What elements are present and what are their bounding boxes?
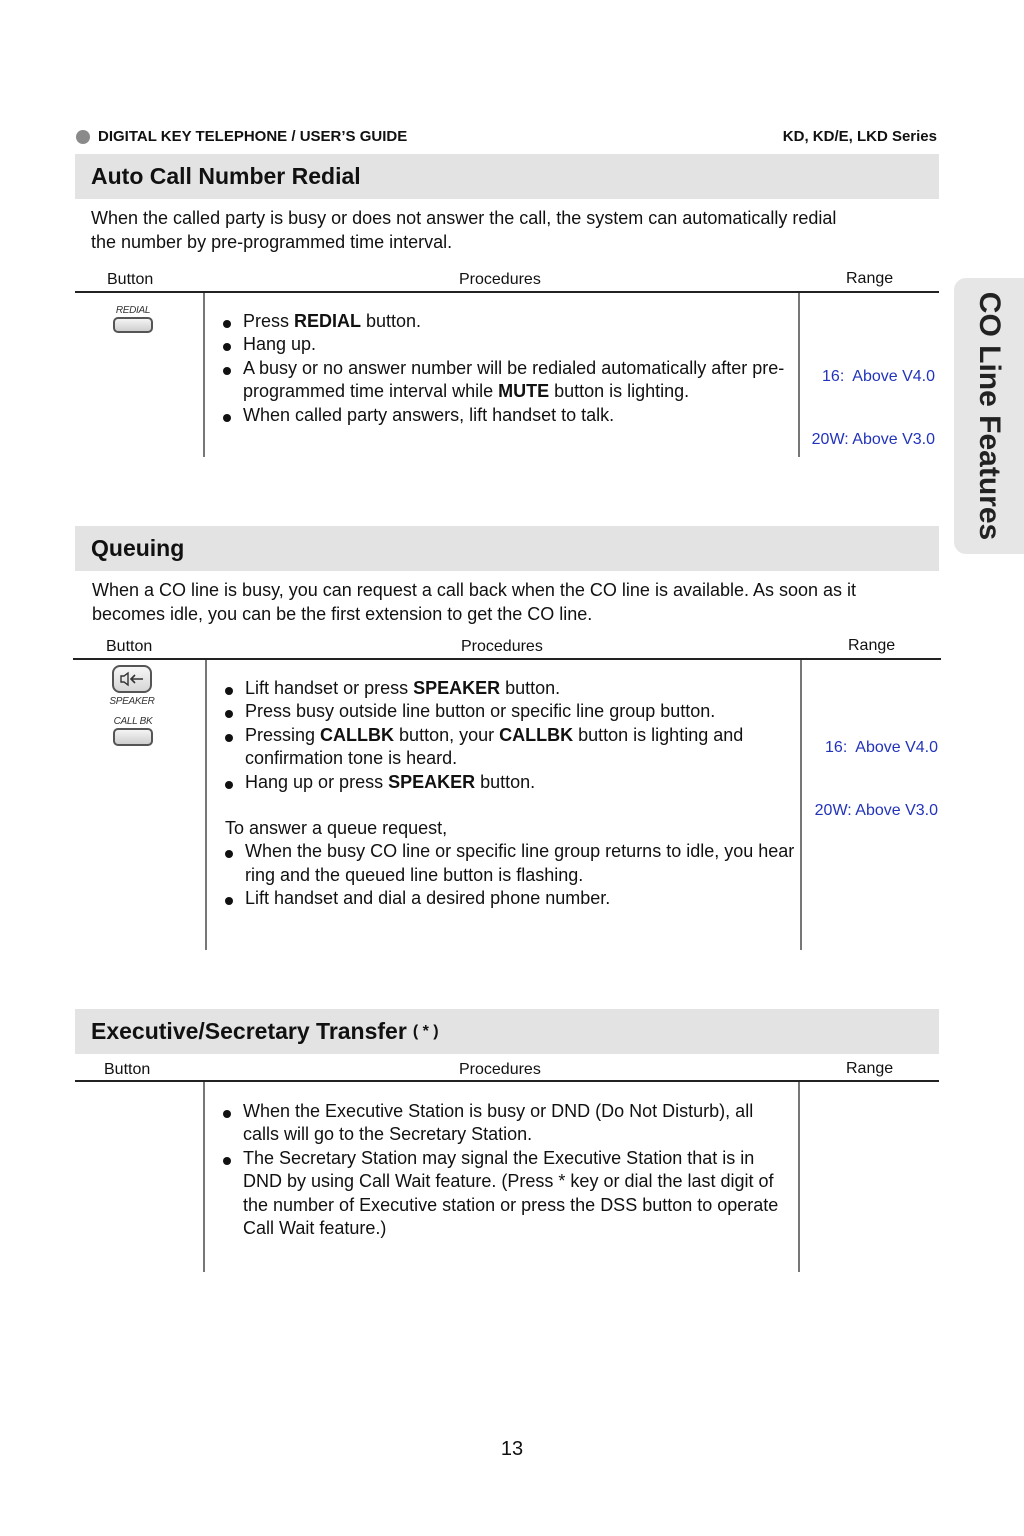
table-header-rule <box>73 658 941 660</box>
speaker-symbol-icon <box>119 671 145 687</box>
column-divider <box>798 1082 800 1272</box>
procedure-step: Hang up. <box>223 333 793 356</box>
redial-button[interactable] <box>103 305 163 333</box>
callbk-button[interactable] <box>103 716 163 746</box>
section-title: Executive/Secretary Transfer <box>91 1018 407 1044</box>
section-title-suffix: ( * ) <box>412 1022 439 1040</box>
procedure-list <box>225 677 795 911</box>
chapter-tab <box>954 278 1024 554</box>
column-header-procedures: Procedures <box>459 271 541 288</box>
queue-answer-heading: To answer a queue request, <box>225 818 448 839</box>
range-info <box>815 695 938 842</box>
queue-answer-steps <box>225 840 795 910</box>
speaker-button[interactable] <box>102 665 162 708</box>
procedure-step: Press REDIAL button. <box>223 310 793 333</box>
range-line: 16: Above V4.0 <box>825 739 938 756</box>
redial-key-icon <box>113 317 153 333</box>
range-line: 16: Above V4.0 <box>822 368 935 385</box>
column-header-range: Range <box>848 637 896 654</box>
procedure-steps <box>225 677 795 794</box>
section-intro <box>91 206 931 254</box>
callbk-key-icon <box>113 728 153 746</box>
column-header-range: Range <box>846 1060 894 1077</box>
column-divider <box>203 1082 205 1272</box>
section-title: Auto Call Number Redial <box>91 163 361 189</box>
procedure-step: The Secretary Station may signal the Executive Station that is in DND by using Call Wait feature. (Press * key or dial the last digit of the number of Executive station or press the DSS button to operate Call Wait feature.) <box>223 1147 783 1241</box>
intro-line: becomes idle, you can be the first extension to get the CO line. <box>92 604 593 624</box>
procedure-list <box>223 310 793 427</box>
procedure-step: Lift handset and dial a desired phone number. <box>225 887 795 910</box>
column-header-button: Button <box>104 1061 151 1078</box>
intro-line: the number by pre-programmed time interval. <box>91 232 453 252</box>
range-info <box>812 324 935 471</box>
redial-button-label: REDIAL <box>115 305 151 316</box>
procedure-list <box>223 1100 783 1240</box>
procedure-step: Pressing CALLBK button, your CALLBK button is lighting and confirmation tone is heard. <box>225 724 795 771</box>
section-title-bar <box>75 526 939 571</box>
section-title: Queuing <box>91 535 185 561</box>
guide-header <box>76 128 407 145</box>
range-line: 20W: Above V3.0 <box>814 802 938 819</box>
procedure-step: When the busy CO line or specific line group returns to idle, you hear ring and the queued line button is flashing. <box>225 840 795 887</box>
range-line: 20W: Above V3.0 <box>811 431 935 448</box>
procedure-step: A busy or no answer number will be redialed automatically after pre-programmed time interval while MUTE button is lighting. <box>223 357 793 404</box>
column-header-button: Button <box>107 271 154 288</box>
callbk-button-label: CALL BK <box>113 716 153 727</box>
procedure-step: Hang up or press SPEAKER button. <box>225 771 795 794</box>
column-divider <box>798 293 800 457</box>
procedure-step: Lift handset or press SPEAKER button. <box>225 677 795 700</box>
column-divider <box>203 293 205 457</box>
intro-line: When a CO line is busy, you can request a call back when the CO line is available. As soon as it <box>92 580 857 600</box>
speaker-key-icon <box>112 665 152 693</box>
procedure-step: When called party answers, lift handset to talk. <box>223 404 793 427</box>
column-divider <box>800 660 802 950</box>
column-header-range: Range <box>846 270 894 287</box>
column-header-procedures: Procedures <box>459 1061 541 1078</box>
section-intro <box>92 578 932 626</box>
intro-line: When the called party is busy or does not answer the call, the system can automatically redial <box>91 208 837 228</box>
section-title-bar <box>75 1009 939 1054</box>
page-number: 13 <box>500 1438 524 1460</box>
guide-title: DIGITAL KEY TELEPHONE / USER’S GUIDE <box>98 128 408 145</box>
column-header-procedures: Procedures <box>461 638 543 655</box>
section-title-bar <box>75 154 939 199</box>
series-label: KD, KD/E, LKD Series <box>782 128 937 145</box>
column-header-button: Button <box>106 638 153 655</box>
procedure-step: Press busy outside line button or specific line group button. <box>225 700 795 723</box>
bullet-dot-icon <box>76 130 90 144</box>
procedure-step: When the Executive Station is busy or DND (Do Not Disturb), all calls will go to the Secretary Station. <box>223 1100 783 1147</box>
chapter-tab-label: CO Line Features <box>973 291 1006 541</box>
column-divider <box>205 660 207 950</box>
speaker-button-label: SPEAKER <box>109 696 155 707</box>
